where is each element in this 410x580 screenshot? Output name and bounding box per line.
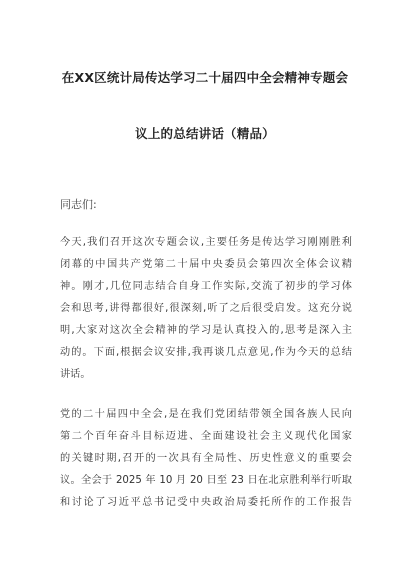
document-title-line-1: 在XX区统计局传达学习二十届四中全会精神专题会 — [61, 70, 349, 85]
paragraph-line: 明,大家对这次全会精神的学习是认真投入的,思考是深入主 — [60, 325, 352, 336]
paragraph-line: 和讨论了习近平总书记受中央政治局委托所作的工作报告 — [60, 497, 352, 508]
paragraph-line: 动的。下面,根据会议安排,我再谈几点意见,作为今天的总结 — [60, 347, 352, 358]
paragraph-line: 会和思考,讲得都很好,很深刻,听了之后很受启发。这充分说 — [60, 303, 352, 314]
document-title-line-2: 议上的总结讲话（精品） — [135, 126, 275, 141]
paragraph-1 — [60, 232, 352, 386]
paragraph-line: 闭幕的中国共产党第二十届中央委员会第四次全体会议精 — [60, 259, 352, 270]
paragraph-line: 党的二十届四中全会,是在我们党团结带领全国各族人民向 — [60, 409, 352, 420]
paragraph-line: 议。全会于 2025 年 10 月 20 日至 23 日在北京胜利举行听取 — [60, 475, 352, 486]
paragraph-2 — [60, 404, 352, 514]
salutation: 同志们: — [60, 198, 97, 211]
paragraph-line: 神。刚才,几位同志结合自身工作实际,交流了初步的学习体 — [60, 281, 352, 292]
paragraph-line: 第二个百年奋斗目标迈进、全面建设社会主义现代化国家 — [60, 431, 352, 442]
paragraph-line: 今天,我们召开这次专题会议,主要任务是传达学习刚刚胜利 — [60, 237, 352, 248]
paragraph-line: 讲话。 — [60, 369, 91, 380]
paragraph-line: 的关键时期,召开的一次具有全局性、历史性意义的重要会 — [60, 453, 352, 464]
